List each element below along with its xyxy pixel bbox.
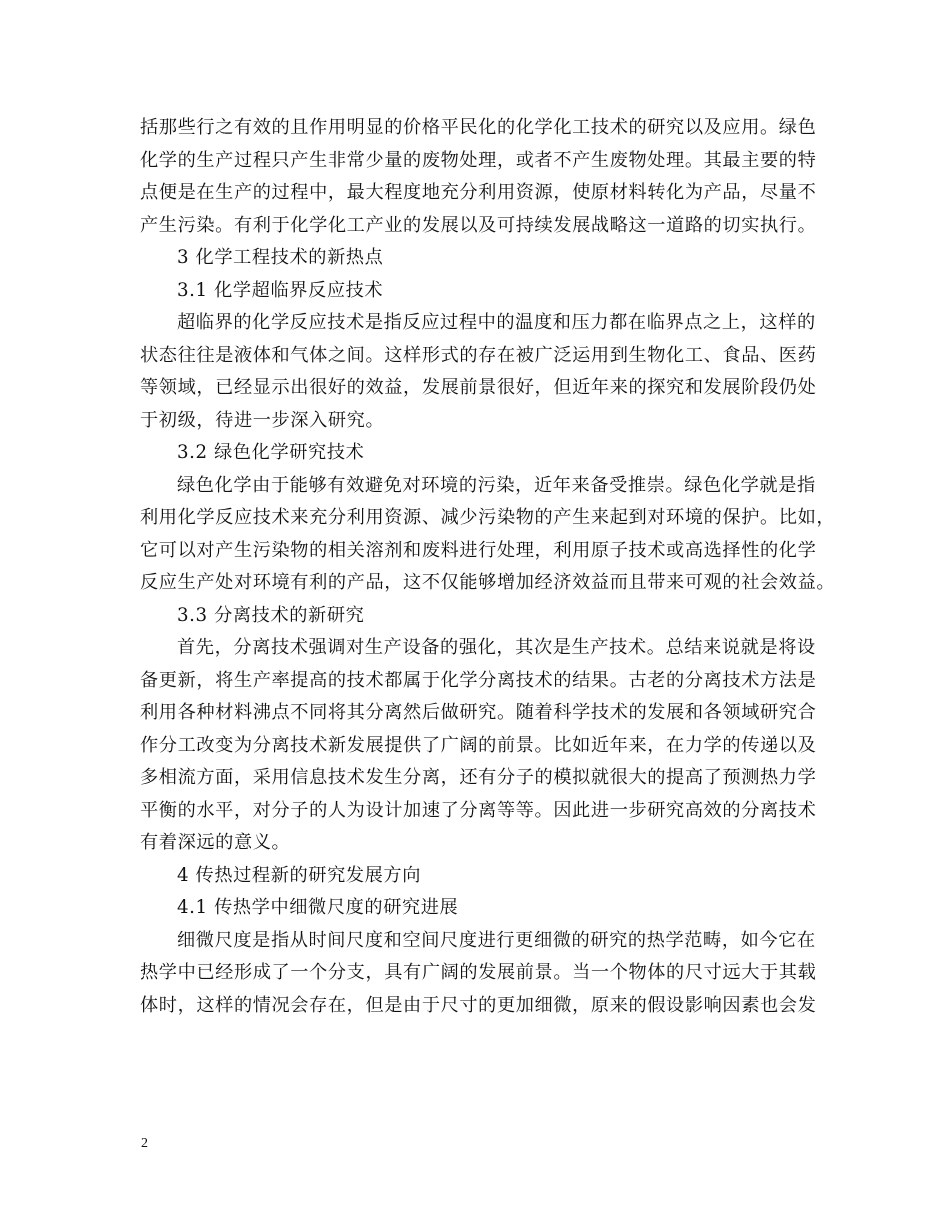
text-line: 平衡的水平，对分子的人为设计加速了分离等等。因此进一步研究高效的分离技术: [140, 799, 817, 821]
section-heading-3: 3 化学工程技术的新热点: [177, 247, 384, 268]
text-line: 细微尺度是指从时间尺度和空间尺度进行更细微的研究的热学范畴，如今它在: [177, 929, 816, 951]
paragraph-supercritical: [140, 307, 817, 437]
text-line: 括那些行之有效的且作用明显的价格平民化的化学化工技术的研究以及应用。绿色: [140, 117, 817, 138]
subsection-heading-3-3: 3.3 分离技术的新研究: [177, 604, 365, 626]
text-line: 于初级，待进一步深入研究。: [140, 409, 385, 431]
text-line: 等领域，已经显示出很好的效益，发展前景很好，但近年来的探究和发展阶段仍处: [140, 377, 817, 398]
text-line: 体时，这样的情况会存在，但是由于尺寸的更加细微，原来的假设影响因素也会发: [140, 994, 817, 1016]
subsection-heading-3-2: 3.2 绿色化学研究技术: [177, 442, 365, 463]
text-line: 有着深远的意义。: [140, 832, 291, 853]
text-line: 备更新，将生产率提高的技术都属于化学分离技术的结果。古老的分离技术方法是: [140, 669, 817, 691]
document-page: [140, 112, 836, 1022]
text-line: 反应生产处对环境有利的产品，这不仅能够增加经济效益而且带来可观的社会效益。: [140, 572, 836, 593]
paragraph-micro-scale-heat-transfer: [140, 925, 817, 1023]
paragraph-green-chemistry-continued: [140, 112, 817, 242]
text-line: 它可以对产生污染物的相关溶剂和废料进行处理，利用原子技术或高选择性的化学: [140, 539, 817, 561]
text-line: 点便是在生产的过程中，最大程度地充分利用资源，使原材料转化为产品，尽量不: [140, 182, 817, 203]
text-line: 热学中已经形成了一个分支，具有广阔的发展前景。当一个物体的尺寸远大于其载: [140, 962, 817, 983]
text-line: 绿色化学由于能够有效避免对环境的污染，近年来备受推崇。绿色化学就是指: [177, 474, 816, 496]
text-line: 产生污染。有利于化学化工产业的发展以及可持续发展战略这一道路的切实执行。: [140, 214, 817, 236]
text-line: 利用化学反应技术来充分利用资源、减少污染物的产生来起到对环境的保护。比如，: [140, 507, 836, 528]
text-line: 多相流方面，采用信息技术发生分离，还有分子的模拟就很大的提高了预测热力学: [140, 767, 817, 788]
text-line: 首先，分离技术强调对生产设备的强化，其次是生产技术。总结来说就是将设: [177, 637, 816, 658]
text-line: 超临界的化学反应技术是指反应过程中的温度和压力都在临界点之上，这样的: [177, 312, 816, 333]
paragraph-separation-technology: [140, 632, 817, 860]
section-heading-4: 4 传热过程新的研究发展方向: [177, 864, 422, 886]
text-line: 作分工改变为分离技术新发展提供了广阔的前景。比如近年来，在力学的传递以及: [140, 734, 817, 756]
subsection-heading-4-1: 4.1 传热学中细微尺度的研究进展: [177, 897, 459, 918]
text-line: 利用各种材料沸点不同将其分离然后做研究。随着科学技术的发展和各领域研究合: [140, 702, 817, 723]
subsection-heading-3-1: 3.1 化学超临界反应技术: [177, 279, 384, 301]
paragraph-green-chemistry-research: [140, 470, 836, 600]
text-line: 化学的生产过程只产生非常少量的废物处理，或者不产生废物处理。其最主要的特: [140, 149, 817, 171]
page-number: 2: [141, 1136, 148, 1151]
text-line: 状态往往是液体和气体之间。这样形式的存在被广泛运用到生物化工、食品、医药: [140, 344, 817, 366]
